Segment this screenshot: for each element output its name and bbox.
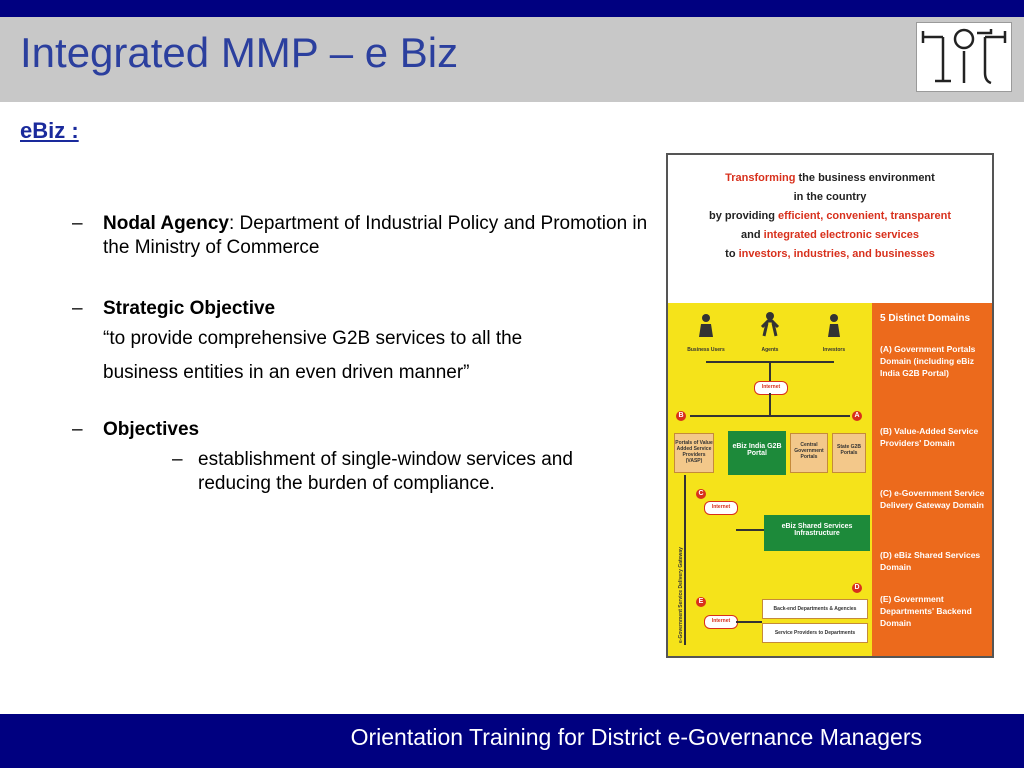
internet-pill: Internet (704, 501, 738, 515)
connector (769, 393, 771, 417)
domain-item: (B) Value-Added Service Providers' Domain (880, 426, 979, 448)
organization-logo (916, 22, 1012, 92)
domain-item: (C) e-Government Service Delivery Gateway Domain (880, 488, 985, 510)
internet-pill: Internet (754, 381, 788, 395)
central-portals-box: Central Government Portals (790, 433, 828, 473)
domain-marker-b: B (676, 411, 686, 421)
backend-departments-box: Back-end Departments & Agencies (762, 599, 868, 619)
domains-title: 5 Distinct Domains (880, 313, 971, 324)
bullet-strategic-objective (72, 297, 652, 385)
business-user-icon (696, 313, 716, 339)
shared-services-box: eBiz Shared Services Infrastructure (764, 515, 870, 551)
domain-item: (A) Government Portals Domain (including eBiz India G2B Portal) (880, 344, 976, 378)
headline-text: investors, industries, and businesses (738, 248, 935, 260)
gateway-vertical-label: e-Government Service Delivery Gateway (678, 547, 684, 643)
service-providers-box: Service Providers to Departments (762, 623, 868, 643)
domain-marker-a: A (852, 411, 862, 421)
bullet-dash: – (72, 298, 83, 319)
bullet-text: : Department of Industrial Policy and Promotion in the Ministry of Commerce (103, 213, 648, 258)
sub-bullet-dash: – (172, 449, 183, 470)
bullet-heading: Objectives (103, 419, 200, 440)
connector (690, 415, 850, 417)
people-label: Agents (761, 347, 779, 353)
domain-marker-d: D (852, 583, 862, 593)
headline-text: Transforming (725, 172, 796, 184)
section-subhead: eBiz : (20, 118, 79, 143)
headline-text: in the country (793, 191, 867, 203)
headline-text: integrated electronic services (763, 229, 919, 241)
bullet-objectives (72, 418, 652, 442)
bullet-dash: – (72, 419, 83, 440)
headline-text: the business environment (795, 172, 935, 184)
bullet-nodal-agency (72, 212, 652, 260)
ebiz-architecture-figure (666, 153, 994, 658)
gateway-line (684, 475, 686, 645)
people-label: Business Users (687, 347, 725, 353)
figure-headline (668, 155, 992, 303)
domain-marker-c: C (696, 489, 706, 499)
footer-text: Orientation Training for District e-Governance Managers (350, 724, 922, 750)
domains-panel (872, 303, 992, 656)
state-portals-box: State G2B Portals (832, 433, 866, 473)
domain-item: (D) eBiz Shared Services Domain (880, 550, 981, 572)
bullet-dash: – (72, 213, 83, 234)
bullet-heading: Nodal Agency (103, 213, 229, 234)
headline-text: to (725, 248, 739, 260)
domain-marker-e: E (696, 597, 706, 607)
bullet-quote-line-2: business entities in an even driven manner” (103, 362, 470, 383)
sub-bullet-establishment (172, 448, 622, 496)
headline-text: and (741, 229, 764, 241)
bullet-quote-line-1: “to provide comprehensive G2B services to all the (103, 328, 523, 349)
bullet-heading: Strategic Objective (103, 298, 276, 319)
diagram-panel (668, 303, 872, 656)
agent-icon (760, 311, 780, 337)
top-accent-bar (0, 0, 1024, 17)
people-label: Investors (822, 347, 846, 353)
connector (736, 621, 762, 623)
connector (769, 361, 771, 381)
ebiz-portal-box: eBiz India G2B Portal (728, 431, 786, 475)
headline-text: efficient, convenient, transparent (778, 210, 952, 222)
investor-icon (824, 313, 844, 339)
domain-item: (E) Government Departments' Backend Domain (880, 594, 972, 628)
internet-pill: Internet (704, 615, 738, 629)
vasp-portal-box: Portals of Value Added Service Providers (VASP) (674, 433, 714, 473)
sub-bullet-text: establishment of single-window services and reducing the burden of compliance. (198, 449, 573, 494)
connector (736, 529, 764, 531)
slide-title: Integrated MMP – e Biz (20, 29, 459, 76)
headline-text: by providing (708, 210, 779, 222)
